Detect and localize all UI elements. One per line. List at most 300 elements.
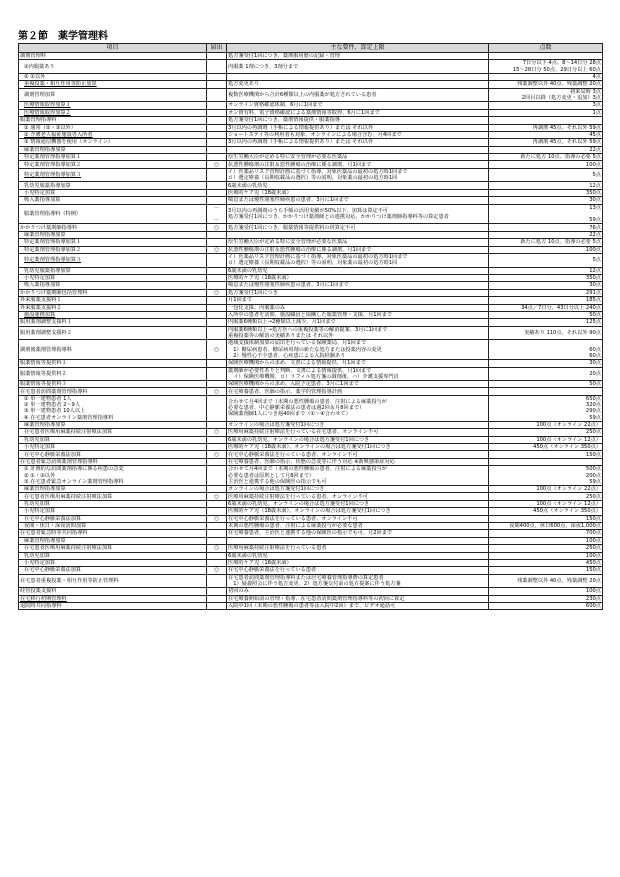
row-requirements: 処方箋受付1回につき、服薬情報等提供料の併算定不可 [227, 224, 489, 231]
table-row [19, 458, 603, 465]
table-row [19, 182, 603, 189]
row-notification [207, 182, 227, 189]
row-requirements: 在宅療養患者、主治医と連携する他の保険医の指示でも可、月2回まで [227, 530, 489, 537]
table-row [19, 304, 603, 311]
row-points: 350点 [489, 274, 603, 281]
row-points: 650点 320点 290点 59点 [489, 395, 603, 421]
row-item: 外来服薬支援料１ [19, 297, 207, 304]
row-notification [207, 603, 227, 610]
row-requirements: 喘息または慢性閉塞性肺疾患の患者、3月に1回まで [227, 197, 489, 204]
row-item: 在宅中心静脈栄養法加算 [19, 451, 207, 458]
row-points: 新たに処方 10点、指導の必要 5点 [489, 239, 603, 246]
row-item: かかりつけ薬剤師指導料 [19, 224, 207, 231]
row-notification: ○ [207, 567, 227, 574]
row-requirements: 処方変更あり [227, 81, 489, 88]
row-item: 在宅移行初期管理料 [19, 595, 207, 602]
row-notification [207, 102, 227, 109]
row-requirements: 薬剤師が必要性ありと判断、文書による情報提供、月1回まで イ）保険医療機関、ロ）リフィル処方箋の調剤後、ハ）介護支援専門員 [227, 367, 489, 381]
row-item: 小児特定加算 [19, 559, 207, 566]
row-points: 100点 [489, 537, 603, 544]
row-notification [207, 500, 227, 507]
row-points: 再調剤 45点、それ以外 59点 [489, 139, 603, 146]
row-item: 服薬情報等提供料２ [19, 367, 207, 381]
row-item: 小児特定加算 [19, 274, 207, 281]
row-item: ② ①以外 [19, 73, 207, 80]
row-requirements: 末期の悪性腫瘍の患者、注射による麻薬投与が必要な患者 [227, 522, 489, 529]
header-points: 点数 [489, 44, 603, 53]
row-item: ① 計画的な訪問薬剤指導に係る疾患の急変 ② ①・③以外 ③ 在宅患者緊急オンライン薬剤管理指導料 [19, 466, 207, 486]
row-points: 20点 [489, 367, 603, 381]
row-requirements: 3月以内の再調剤（手帳による情報提供あり）または それ以外 [227, 124, 489, 131]
row-notification [207, 595, 227, 602]
row-points: 100点（オンライン 12点） [489, 500, 603, 507]
table-row [19, 537, 603, 544]
row-notification [207, 381, 227, 388]
row-notification [207, 297, 227, 304]
row-notification: ○ [207, 451, 227, 458]
row-requirements: 6歳未満の乳幼児、オンラインの場合は処方箋受付1回につき [227, 500, 489, 507]
table-row [19, 254, 603, 268]
table-row [19, 289, 603, 296]
row-points: 初来局時 3点 2回目以降（処方変更・追加）3点 [489, 88, 603, 102]
table-row [19, 515, 603, 522]
row-item: 乳幼児加算 [19, 500, 207, 507]
row-requirements: 抗悪性腫瘍剤の注射＆悪性腫瘍の治療に係る調剤、月1回まで [227, 246, 489, 253]
row-item: 乳幼児服薬指導加算 [19, 182, 207, 189]
row-item: 医療情報取得加算２ [19, 109, 207, 116]
table-row [19, 117, 603, 124]
row-notification [207, 444, 227, 451]
row-requirements: 一包化支援、内服薬のみ [227, 304, 489, 311]
table-row [19, 124, 603, 131]
row-item: 乳幼児加算 [19, 552, 207, 559]
row-points: 22点 [489, 146, 603, 153]
row-notification [207, 239, 227, 246]
row-notification [207, 139, 227, 146]
fee-table [18, 43, 603, 610]
row-points: 30点 [489, 197, 603, 204]
table-row [19, 204, 603, 224]
row-item: 小児特定加算 [19, 508, 207, 515]
row-notification [207, 537, 227, 544]
row-notification [207, 395, 227, 421]
row-notification [207, 146, 227, 153]
row-notification [207, 73, 227, 80]
row-requirements: 地域支援体制加算の届出を行っている保険薬局、月1回まで 1）糖尿病患者、糖尿病用剤の新たな処方または投薬内容の変更 2）慢性心不全患者、心疾患による入院経験あり [227, 340, 489, 360]
table-row [19, 421, 603, 428]
row-item: 特定薬剤管理指導加算１ [19, 239, 207, 246]
row-points: 150点 [489, 567, 603, 574]
row-requirements: 内服薬 1剤につき、3剤分まで [227, 60, 489, 74]
row-requirements: 医療的ケア児（18歳未満） [227, 559, 489, 566]
row-points: 残薬調整以外 40点、残薬調整 20点 [489, 574, 603, 588]
row-item: 服薬管理指導料 [19, 117, 207, 124]
row-notification: ○ [207, 246, 227, 253]
row-points: 100点 [489, 161, 603, 168]
row-requirements: 抗悪性腫瘍剤の注射＆悪性腫瘍の治療に係る調剤、月1回まで [227, 161, 489, 168]
row-requirements: イ）医薬品リスク管理計画に基づく指導、対象医薬品の最初の処方時1回まで ロ）選定療養（長期収載品の選択）等の説明、対象薬の最初の処方時1回 [227, 168, 489, 182]
row-requirements: 3月以内の再調剤のうち手帳の活用実績が50%以下、加算は算定不可 処方箋受付1回につき、かかりつけ薬剤師との連携対応、かかりつけ薬剤師指導料等の算定患者 [227, 204, 489, 224]
row-requirements: 入所中の患者を訪問、施設職員と協働した服薬管理・支援、月1回まで [227, 311, 489, 318]
row-requirements: 3月以内の再調剤（手帳による情報提供あり）または それ以外 [227, 139, 489, 146]
row-requirements: 処方箋受付1回につき、薬剤情報提供・服薬指導 [227, 117, 489, 124]
table-row [19, 436, 603, 443]
row-requirements [227, 146, 489, 153]
row-item: ①内服薬あり [19, 60, 207, 74]
table-row [19, 246, 603, 253]
table-row [19, 574, 603, 588]
row-notification [207, 421, 227, 428]
row-item: 乳幼児服薬指導加算 [19, 267, 207, 274]
table-row [19, 139, 603, 146]
table-row [19, 360, 603, 367]
row-points: 700点 [489, 530, 603, 537]
row-points: 60点 60点 [489, 340, 603, 360]
table-row [19, 530, 603, 537]
row-requirements: 在宅療養開始前の管理・指導、在宅患者訪問薬剤管理指導料等の初回に算定 [227, 595, 489, 602]
table-row [19, 603, 603, 610]
row-notification: ○ [207, 161, 227, 168]
table-row [19, 451, 603, 458]
row-points: 30点 [489, 282, 603, 289]
row-item: 在宅患者緊急時等共同指導料 [19, 530, 207, 537]
table-row [19, 493, 603, 500]
row-points: 150点 [489, 451, 603, 458]
row-item: 特定薬剤管理指導加算２ [19, 246, 207, 253]
row-notification [207, 574, 227, 588]
row-notification [207, 530, 227, 537]
row-notification [207, 124, 227, 131]
row-points: 500点 200点 59点 [489, 466, 603, 486]
header-requirements: 主な要件、算定上限 [227, 44, 489, 53]
row-item: 麻薬管理指導加算 [19, 231, 207, 238]
row-requirements: イ）医薬品リスク管理計画に基づく指導、対象医薬品の最初の処方時1回まで ロ）選定療養（長期収載品の選択）等の説明、対象薬の最初の処方時1回 [227, 254, 489, 268]
row-points: 30点 [489, 360, 603, 367]
row-points [489, 117, 603, 124]
table-row [19, 552, 603, 559]
table-row [19, 168, 603, 182]
row-item: 服薬情報等提供料１ [19, 360, 207, 367]
row-requirements: 6歳未満の乳幼児、オンラインの場合は処方箋受付1回につき [227, 436, 489, 443]
table-row [19, 88, 603, 102]
table-row [19, 381, 603, 388]
row-item: 特定薬剤管理指導加算１ [19, 154, 207, 161]
table-row [19, 102, 603, 109]
row-points: 100点 [489, 552, 603, 559]
row-requirements: 在宅中心静脈栄養法を行っている患者 [227, 567, 489, 574]
row-notification [207, 367, 227, 381]
row-points [489, 458, 603, 465]
row-notification [207, 267, 227, 274]
row-requirements: 医療用麻薬持続注射療法を行っている患者 [227, 545, 489, 552]
row-notification [207, 197, 227, 204]
header-row [19, 44, 603, 53]
row-requirements [227, 231, 489, 238]
row-requirements: 合わせて月4回まで（末期の悪性腫瘍の患者、注射による麻薬投与が 必要な患者、中心静脈栄養法の患者は週2回＆月8回まで） 保険薬剤師1人につき週40回まで（①～④合わせて） [227, 395, 489, 421]
table-row [19, 340, 603, 360]
row-notification: ○ [207, 224, 227, 231]
row-item: ③ 情報通信機器を使用（オンライン） [19, 139, 207, 146]
table-row [19, 319, 603, 326]
row-points: 291点 [489, 289, 603, 296]
table-row [19, 388, 603, 395]
row-notification [207, 588, 227, 595]
table-row [19, 131, 603, 138]
row-requirements: 6歳未満の乳幼児 [227, 182, 489, 189]
table-row [19, 231, 603, 238]
row-item: 経管投薬支援料 [19, 588, 207, 595]
row-requirements: 内服薬6種類以上→処方医への重複投薬等の解消提案、3月に1回まで 重複投薬等の解消の実績ありまたは それ以外 [227, 326, 489, 340]
row-requirements: 処方箋受付1回につき [227, 289, 489, 296]
row-points: 450点（オンライン 350点） [489, 444, 603, 451]
table-row [19, 73, 603, 80]
row-notification [207, 508, 227, 515]
row-item: 夜間・休日・深夜訪問加算 [19, 522, 207, 529]
table-row [19, 53, 603, 60]
row-requirements: 入院中1回（末期の悪性腫瘍の患者等は入院中2回）まで、ビデオ通話可 [227, 603, 489, 610]
row-requirements [227, 537, 489, 544]
row-notification [207, 109, 227, 116]
row-notification [207, 522, 227, 529]
row-points: 45点 [489, 131, 603, 138]
row-requirements: 在宅患者訪問薬剤管理指導料または居宅療養管理指導費の算定患者 1）疑義照会に伴う処方変更、2）処方箋交付前の処方提案に伴う処方箋 [227, 574, 489, 588]
row-points: 450点（オンライン 350点） [489, 508, 603, 515]
row-notification: ○ [207, 545, 227, 552]
row-requirements: ショートステイ等の利用者も対象、オンラインによる場合含む、月4回まで [227, 131, 489, 138]
row-requirements: 在宅中心静脈栄養法を行っている患者、オンライン不可 [227, 451, 489, 458]
row-requirements: 保険医療機関からの求め、入院予定患者、3月に1回まで [227, 381, 489, 388]
table-row [19, 282, 603, 289]
row-notification [207, 436, 227, 443]
row-notification [207, 60, 227, 74]
row-points: 34点／7日分、43日分以上 240点 [489, 304, 603, 311]
row-item: 吸入薬指導加算 [19, 282, 207, 289]
row-notification [207, 81, 227, 88]
row-item: 調剤管理料 [19, 53, 207, 60]
table-row [19, 559, 603, 566]
row-points: 250点 [489, 429, 603, 436]
row-item: 小児特定加算 [19, 189, 207, 196]
row-requirements: オン資有料、電子資格確認による薬剤情報等取得、6月に1回まで [227, 109, 489, 116]
row-points: 残薬調整以外 40点、残薬調整 20点 [489, 81, 603, 88]
row-points: 100点 [489, 588, 603, 595]
row-item: 外来服薬支援料２ [19, 304, 207, 311]
table-row [19, 146, 603, 153]
row-notification: ○ [207, 388, 227, 395]
row-notification [207, 131, 227, 138]
header-item: 項目 [19, 44, 207, 53]
row-requirements: オンラインの場合は処方箋受付1回につき [227, 486, 489, 493]
row-points: 600点 [489, 603, 603, 610]
row-notification [207, 53, 227, 60]
row-item: 在宅患者医療用麻薬持続注射療法加算 [19, 545, 207, 552]
row-item: 乳幼児加算 [19, 436, 207, 443]
row-notification [207, 458, 227, 465]
row-notification [207, 311, 227, 318]
row-points: 76点 [489, 224, 603, 231]
table-row [19, 154, 603, 161]
row-points: 250点 [489, 493, 603, 500]
row-requirements: 医療的ケア児（18歳未満）、オンラインの場合は処方箋受付1回につき [227, 444, 489, 451]
row-item: 施設連携加算 [19, 311, 207, 318]
row-points: 100点 [489, 246, 603, 253]
row-requirements: 医療的ケア児（18歳未満） [227, 189, 489, 196]
table-row [19, 224, 603, 231]
row-requirements: 複数医療機関から合計6種類以上の内服薬が処方されている患者 [227, 88, 489, 102]
row-item: 服薬管理指導料（特例） [19, 204, 207, 224]
row-points: 実績あり 110点、それ以外 90点 [489, 326, 603, 340]
row-notification [207, 254, 227, 268]
row-points [489, 388, 603, 395]
row-points: 350点 [489, 189, 603, 196]
row-points: 12点 [489, 267, 603, 274]
row-requirements: 合わせて月4回まで（末期の悪性腫瘍の患者、注射による麻薬投与が 必要な患者は原則として月8回まで） 主治医と連携する他の保険医の指示でも可 [227, 466, 489, 486]
row-notification [207, 559, 227, 566]
table-row [19, 109, 603, 116]
table-row [19, 197, 603, 204]
row-points: 1点 [489, 109, 603, 116]
row-points: 450点 [489, 559, 603, 566]
table-row [19, 508, 603, 515]
table-row [19, 500, 603, 507]
row-item: 服薬情報等提供料３ [19, 381, 207, 388]
row-notification [207, 117, 227, 124]
row-notification [207, 231, 227, 238]
row-item: ② 介護老人福祉施設等入所者 [19, 131, 207, 138]
row-points: 100点（オンライン 22点） [489, 421, 603, 428]
row-notification: ○ [207, 493, 227, 500]
row-points: 12点 [489, 182, 603, 189]
row-item: 特定薬剤管理指導加算３ [19, 168, 207, 182]
row-requirements: 在宅療養患者、医師の指示、状態の急変等に伴う対応 ※新興感染症対応 [227, 458, 489, 465]
row-points: 22点 [489, 231, 603, 238]
table-row [19, 395, 603, 421]
row-points: 250点 [489, 545, 603, 552]
row-points: 5点 [489, 168, 603, 182]
row-requirements: 内服薬6種類以上→2種類以上減少、月1回まで [227, 319, 489, 326]
row-notification: ○ [207, 515, 227, 522]
row-notification [207, 360, 227, 367]
table-row [19, 267, 603, 274]
row-notification [207, 282, 227, 289]
fee-table-body [19, 53, 603, 610]
row-item: 麻薬管理指導加算 [19, 486, 207, 493]
row-item: 退院時共同指導料 [19, 603, 207, 610]
row-item: 小児特定加算 [19, 444, 207, 451]
page-title: 第２節 薬学管理料 [18, 31, 108, 42]
row-requirements: 医療用麻薬持続注射療法を行っている在宅患者、オンライン不可 [227, 429, 489, 436]
table-row [19, 311, 603, 318]
row-points: 100点（オンライン 22点） [489, 486, 603, 493]
row-notification [207, 274, 227, 281]
row-item: 調剤管理加算 [19, 88, 207, 102]
row-points: 3点 [489, 102, 603, 109]
row-item: 麻薬管理指導加算 [19, 146, 207, 153]
row-item: 吸入薬指導加算 [19, 197, 207, 204]
row-points: 13点 59点 [489, 204, 603, 224]
row-points: 50点 [489, 381, 603, 388]
row-requirements: 処方箋受付1回につき、薬剤服用歴の記録・管理 [227, 53, 489, 60]
table-row [19, 189, 603, 196]
row-points: 再調剤 45点、それ以外 59点 [489, 124, 603, 131]
table-row [19, 161, 603, 168]
table-row [19, 326, 603, 340]
row-requirements: 医療用麻薬持続注射療法を行っている患者、オンライン不可 [227, 493, 489, 500]
row-item: 麻薬管理指導加算 [19, 421, 207, 428]
row-requirements: 6歳未満の乳幼児 [227, 267, 489, 274]
row-notification [207, 88, 227, 102]
row-item: ① 単一建物患者 1人 ② 単一建物患者 2～9人 ③ 単一建物患者 10人以上 ④ 在宅患者オンライン薬剤管理指導料 [19, 395, 207, 421]
row-notification: － － [207, 204, 227, 224]
row-notification: ○ [207, 340, 227, 360]
row-requirements: 6歳未満の乳幼児 [227, 552, 489, 559]
row-notification [207, 319, 227, 326]
table-row [19, 81, 603, 88]
row-notification [207, 326, 227, 340]
row-points: 150点 [489, 515, 603, 522]
table-row [19, 444, 603, 451]
row-item: 在宅患者医療用麻薬持続注射療法加算 [19, 429, 207, 436]
table-row [19, 429, 603, 436]
row-requirements: 保険医療機関からの求め、文書による情報提供、月1回まで [227, 360, 489, 367]
row-item: 在宅患者医療用麻薬持続注射療法加算 [19, 493, 207, 500]
row-item: 在宅患者重複投薬・相互作用等防止管理料 [19, 574, 207, 588]
row-notification [207, 466, 227, 486]
table-row [19, 588, 603, 595]
row-points: 230点 [489, 595, 603, 602]
row-requirements: 医療的ケア児（18歳未満）、オンラインの場合は処方箋受付1回につき [227, 508, 489, 515]
row-notification [207, 189, 227, 196]
table-row [19, 486, 603, 493]
table-row [19, 274, 603, 281]
row-requirements: 厚生労働大臣が定める特に安全管理が必要な医薬品 [227, 154, 489, 161]
row-points: 7日分以下 4点、8～14日分 28点 15～28日分 50点、29日分以上 60点 [489, 60, 603, 74]
row-item: 在宅患者訪問薬剤管理指導料 [19, 388, 207, 395]
row-points: 4点 [489, 73, 603, 80]
row-notification [207, 304, 227, 311]
row-points: 185点 [489, 297, 603, 304]
table-row [19, 367, 603, 381]
table-row [19, 595, 603, 602]
row-requirements: オンライン資格確認体制、6月に1回まで [227, 102, 489, 109]
row-requirements: オンラインの場合は処方箋受付1回につき [227, 421, 489, 428]
row-item: 服用薬剤調整支援料２ [19, 326, 207, 340]
row-requirements: 喘息または慢性閉塞性肺疾患の患者、3月に1回まで [227, 282, 489, 289]
table-row [19, 545, 603, 552]
row-points: 5点 [489, 254, 603, 268]
row-item: 在宅患者緊急訪問薬剤管理指導料 [19, 458, 207, 465]
row-notification [207, 552, 227, 559]
table-row [19, 60, 603, 74]
row-item: 在宅中心静脈栄養法加算 [19, 567, 207, 574]
row-requirements: 在宅療養患者、医師の指示、薬学的管理指導計画 [227, 388, 489, 395]
row-item: 重複投薬・相互作用等防止加算 [19, 81, 207, 88]
row-points: 新たに処方 10点、指導の必要 5点 [489, 154, 603, 161]
table-row [19, 522, 603, 529]
row-requirements: 月1回まで [227, 297, 489, 304]
row-notification [207, 168, 227, 182]
row-notification: ○ [207, 289, 227, 296]
table-row [19, 567, 603, 574]
row-notification [207, 154, 227, 161]
row-requirements [227, 73, 489, 80]
header-notification: 届出 [207, 44, 227, 53]
row-item: 麻薬管理指導加算 [19, 537, 207, 544]
row-points: 夜間400点、休日600点、深夜1,000点 [489, 522, 603, 529]
row-item: 特定薬剤管理指導加算２ [19, 161, 207, 168]
row-item: 調剤後薬剤管理指導料 [19, 340, 207, 360]
row-item: 医療情報取得加算１ [19, 102, 207, 109]
